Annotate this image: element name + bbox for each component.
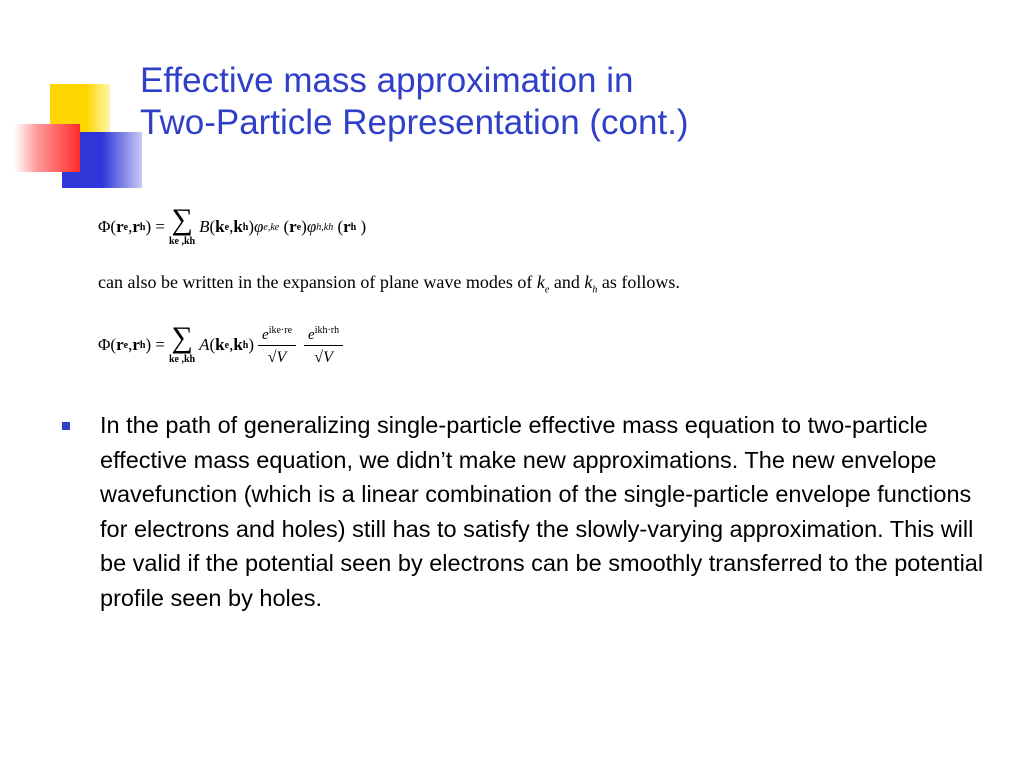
eq2-lhs: Φ(: [98, 335, 117, 354]
eq1-phi-e-sub: e,ke: [263, 221, 280, 233]
eq1-r-h: r: [132, 217, 140, 236]
eq1-sub-e: e: [123, 221, 129, 233]
eq1-lhs: Φ(: [98, 217, 117, 236]
sum-limits: ke ,kh: [168, 236, 196, 247]
decorative-squares: [0, 0, 160, 200]
eq2-fraction-electron: [258, 322, 296, 368]
eq1-r-e: r: [116, 217, 124, 236]
sentence-text-before: can also be written in the expansion of plane wave modes of: [98, 272, 537, 292]
frac1-denominator: √V: [267, 349, 287, 366]
eq1-sub-h: h: [139, 221, 146, 233]
equation-plane-wave: Φ( r e , r h ) = ∑ ke ,kh A ( k e , k h ) $\frac{e^{ike\cdot re}}{√V}$ $\frac{e^{ikh\cdot rh}}{√V}$: [98, 322, 347, 368]
eq1-coefficient: B: [199, 217, 210, 236]
sentence-text-after: as follows.: [597, 272, 680, 292]
bullet-text: In the path of generalizing single-particle effective mass equation to two-particle effective mass equation, we didn’t make new approximations. The new envelope wavefunction (which is a linear combination of the single-particle envelope functions for electrons and holes) still has to satisfy the slowly-varying approximation. This will be valid if the potential seen by electrons can be smoothly transferred to the potential profile seen by holes.: [100, 412, 984, 611]
sentence-k-h-sub: h: [592, 284, 598, 296]
eq1-k-e: k: [215, 217, 225, 236]
sum-limits: ke ,kh: [168, 354, 196, 365]
sum-symbol: ∑: [171, 203, 193, 236]
eq2-fraction-hole: [304, 322, 343, 368]
expansion-sentence: [98, 272, 680, 296]
frac1-exponent: ike·re: [268, 325, 293, 336]
frac2-base: e: [308, 327, 315, 343]
eq2-coefficient: A: [199, 335, 210, 354]
frac1-base: e: [262, 327, 269, 343]
slide-title: [140, 60, 1000, 144]
bullet-square-icon: [62, 422, 70, 430]
title-line-2: Two-Particle Representation (cont.): [140, 103, 689, 142]
sentence-k-h: k: [584, 272, 593, 292]
eq2-summation: [168, 321, 196, 366]
eq1-k-h: k: [233, 217, 243, 236]
sum-symbol: ∑: [171, 321, 193, 354]
bullet-item: [60, 408, 1000, 615]
frac2-denominator: √V: [314, 349, 333, 366]
title-line-1: Effective mass approximation in: [140, 61, 634, 100]
sentence-and: and: [549, 272, 585, 292]
red-square-decoration: [14, 124, 80, 172]
eq1-summation: [168, 203, 196, 248]
eq1-equals: ) =: [145, 217, 165, 236]
eq1-phi-h: φ: [306, 217, 317, 236]
equation-expansion: Φ( r e , r h ) = ∑ ke ,kh B ( k e , k h ) φ e,ke ( r e ) φ h,kh ( r h ): [98, 203, 367, 247]
eq1-phi-e: φ: [254, 217, 264, 236]
sentence-k-e: k: [536, 272, 545, 292]
bullet-list: [60, 408, 1000, 615]
eq1-comma: ,: [128, 217, 133, 236]
frac2-exponent: ikh·rh: [314, 325, 340, 336]
sentence-k-e-sub: e: [544, 284, 550, 296]
eq1-phi-h-sub: h,kh: [316, 221, 334, 233]
eq2-equals: ) =: [145, 335, 165, 354]
